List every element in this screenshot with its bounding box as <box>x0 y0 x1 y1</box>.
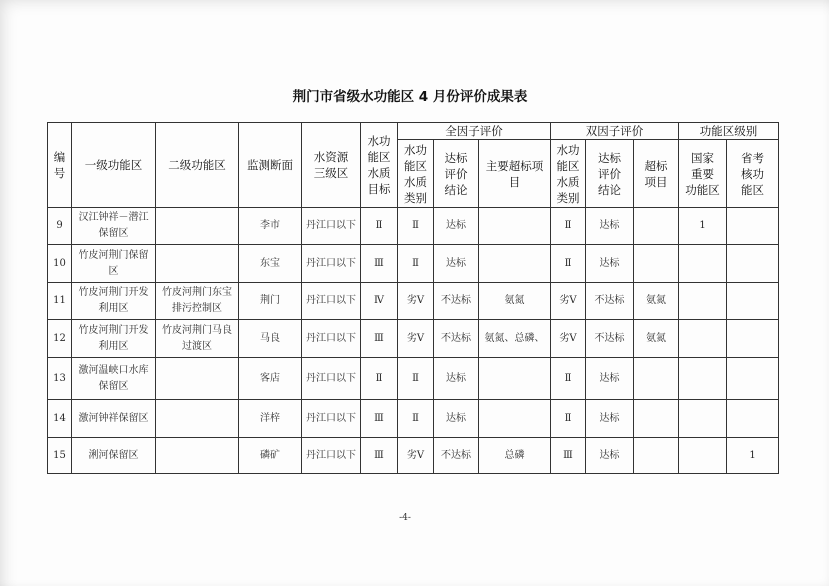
header-line: 能区 <box>404 158 427 173</box>
header-line: 号 <box>53 166 66 180</box>
header-line: 结论 <box>598 182 621 197</box>
cell-target: Ⅱ <box>361 208 398 245</box>
cell-level1: 汉江钟祥－潜江保留区 <box>72 208 156 245</box>
document-title: 荆门市省级水功能区 4 月份评价成果表 <box>292 89 528 105</box>
cell-region: 丹江口以下 <box>302 400 361 438</box>
cell-level2 <box>156 400 239 438</box>
cell-full-exceed: 总磷 <box>479 438 551 474</box>
header-line: 超标 <box>644 158 668 173</box>
cell-provincial <box>727 400 779 438</box>
header-line: 能区 <box>741 182 764 197</box>
cell-target: Ⅳ <box>361 283 398 320</box>
cell-level2 <box>156 208 239 245</box>
cell-id: 9 <box>48 208 72 245</box>
cell-dual-exceed <box>634 245 679 283</box>
header-line: 监测断面 <box>247 158 293 172</box>
cell-national <box>679 245 727 283</box>
page-number: -4- <box>399 513 411 523</box>
header-full-factor-group: 全因子评价 <box>398 123 551 140</box>
table-row <box>48 245 779 283</box>
cell-region: 丹江口以下 <box>302 245 361 283</box>
header-line: 核功 <box>741 166 764 181</box>
cell-national <box>679 400 727 438</box>
table-row <box>48 208 779 245</box>
cell-full-result: 达标 <box>434 400 479 438</box>
header-line: 水功 <box>367 134 391 148</box>
cell-full-class: Ⅱ <box>398 208 434 245</box>
header-line: 省考 <box>741 150 764 165</box>
header-line: 水质 <box>404 174 427 189</box>
header-line: 水质 <box>556 174 580 189</box>
header-line: 重要 <box>691 166 714 181</box>
table-row <box>48 283 779 320</box>
header-zone-level-group: 功能区级别 <box>679 123 779 140</box>
table-header <box>48 123 779 208</box>
cell-target: Ⅲ <box>361 320 398 358</box>
cell-section: 马良 <box>239 320 302 358</box>
cell-dual-result: 不达标 <box>586 283 634 320</box>
cell-provincial <box>727 245 779 283</box>
header-line: 功能区 <box>685 182 720 197</box>
cell-dual-result: 达标 <box>586 358 634 400</box>
header-line: 达标 <box>444 150 468 165</box>
cell-section: 李市 <box>239 208 302 245</box>
cell-dual-class: Ⅲ <box>551 438 586 474</box>
table-row <box>48 358 779 400</box>
header-national-zone <box>679 140 727 208</box>
cell-full-result: 不达标 <box>434 320 479 358</box>
evaluation-table <box>47 122 779 474</box>
cell-full-exceed <box>479 358 551 400</box>
header-line: 类别 <box>556 190 580 205</box>
cell-id: 15 <box>48 438 72 474</box>
cell-national <box>679 283 727 320</box>
cell-level2: 竹皮河荆门马良过渡区 <box>156 320 239 358</box>
header-line: 结论 <box>444 182 468 197</box>
table-row <box>48 400 779 438</box>
cell-target: Ⅲ <box>361 400 398 438</box>
header-line: 编 <box>53 150 66 164</box>
header-line: 主要超标项 <box>485 158 544 173</box>
cell-dual-exceed <box>634 208 679 245</box>
cell-dual-class: Ⅱ <box>551 208 586 245</box>
cell-level1: 浰河保留区 <box>72 438 156 474</box>
table-row <box>48 438 779 474</box>
header-dual-exceed-items <box>634 140 679 208</box>
cell-id: 14 <box>48 400 72 438</box>
cell-dual-exceed <box>634 438 679 474</box>
cell-provincial <box>727 283 779 320</box>
cell-dual-exceed: 氨氮 <box>634 283 679 320</box>
header-line: 国家 <box>691 150 714 165</box>
header-line: 能区 <box>556 158 580 173</box>
cell-section: 东宝 <box>239 245 302 283</box>
header-provincial-zone <box>727 140 779 208</box>
cell-dual-result: 达标 <box>586 245 634 283</box>
cell-national <box>679 320 727 358</box>
header-dual-result <box>586 140 634 208</box>
cell-full-exceed <box>479 245 551 283</box>
cell-dual-result: 达标 <box>586 400 634 438</box>
cell-full-class: Ⅱ <box>398 358 434 400</box>
table-body <box>48 208 779 474</box>
header-water-resource-region <box>302 123 361 208</box>
cell-provincial: 1 <box>727 438 779 474</box>
cell-national <box>679 358 727 400</box>
header-monitoring-section <box>239 123 302 208</box>
cell-full-result: 达标 <box>434 245 479 283</box>
cell-section: 荆门 <box>239 283 302 320</box>
cell-full-class: 劣Ⅴ <box>398 283 434 320</box>
cell-id: 12 <box>48 320 72 358</box>
header-dual-factor-group: 双因子评价 <box>551 123 679 140</box>
cell-id: 10 <box>48 245 72 283</box>
header-line: 目 <box>508 174 521 189</box>
cell-target: Ⅲ <box>361 245 398 283</box>
cell-full-class: 劣Ⅴ <box>398 438 434 474</box>
cell-full-exceed: 氨氮、总磷、 <box>479 320 551 358</box>
header-dual-quality-class <box>551 140 586 208</box>
cell-full-result: 达标 <box>434 358 479 400</box>
header-line: 三级区 <box>313 166 349 180</box>
cell-full-class: Ⅱ <box>398 245 434 283</box>
cell-target: Ⅲ <box>361 438 398 474</box>
cell-id: 11 <box>48 283 72 320</box>
cell-full-exceed <box>479 208 551 245</box>
header-level1-zone <box>72 123 156 208</box>
cell-full-class: Ⅱ <box>398 400 434 438</box>
cell-national: 1 <box>679 208 727 245</box>
cell-dual-exceed <box>634 400 679 438</box>
cell-full-class: 劣Ⅴ <box>398 320 434 358</box>
cell-provincial <box>727 208 779 245</box>
cell-level2: 竹皮河荆门东宝排污控制区 <box>156 283 239 320</box>
cell-section: 客店 <box>239 358 302 400</box>
cell-full-exceed <box>479 400 551 438</box>
cell-target: Ⅱ <box>361 358 398 400</box>
cell-level2 <box>156 245 239 283</box>
cell-dual-class: 劣Ⅴ <box>551 283 586 320</box>
cell-dual-result: 不达标 <box>586 320 634 358</box>
cell-dual-exceed <box>634 358 679 400</box>
cell-level1: 竹皮河荆门开发利用区 <box>72 283 156 320</box>
header-quality-target <box>361 123 398 208</box>
cell-full-exceed: 氨氮 <box>479 283 551 320</box>
header-id <box>48 123 72 208</box>
header-line: 二级功能区 <box>168 158 226 172</box>
header-line: 水质 <box>367 166 391 180</box>
cell-dual-class: 劣Ⅴ <box>551 320 586 358</box>
cell-level1: 竹皮河荆门保留区 <box>72 245 156 283</box>
header-level2-zone <box>156 123 239 208</box>
header-line: 类别 <box>404 190 427 205</box>
cell-region: 丹江口以下 <box>302 358 361 400</box>
table-row <box>48 320 779 358</box>
header-line: 评价 <box>598 166 621 181</box>
header-line: 水功 <box>556 142 580 157</box>
header-line: 能区 <box>367 150 391 164</box>
header-line: 评价 <box>444 166 468 181</box>
cell-full-result: 不达标 <box>434 283 479 320</box>
cell-level1: 竹皮河荆门开发利用区 <box>72 320 156 358</box>
header-line: 水资源 <box>313 150 349 164</box>
header-line: 目标 <box>367 182 391 196</box>
cell-dual-exceed: 氨氮 <box>634 320 679 358</box>
cell-dual-class: Ⅱ <box>551 358 586 400</box>
cell-dual-class: Ⅱ <box>551 400 586 438</box>
header-line: 一级功能区 <box>84 158 143 172</box>
cell-region: 丹江口以下 <box>302 208 361 245</box>
cell-full-result: 不达标 <box>434 438 479 474</box>
cell-region: 丹江口以下 <box>302 283 361 320</box>
cell-dual-result: 达标 <box>586 438 634 474</box>
cell-provincial <box>727 320 779 358</box>
cell-level1: 激河钟祥保留区 <box>72 400 156 438</box>
cell-full-result: 达标 <box>434 208 479 245</box>
cell-dual-result: 达标 <box>586 208 634 245</box>
header-line: 水功 <box>404 142 427 157</box>
cell-region: 丹江口以下 <box>302 320 361 358</box>
cell-level2 <box>156 438 239 474</box>
cell-section: 洋梓 <box>239 400 302 438</box>
cell-level1: 激河温峡口水库保留区 <box>72 358 156 400</box>
cell-level2 <box>156 358 239 400</box>
cell-national <box>679 438 727 474</box>
cell-section: 磷矿 <box>239 438 302 474</box>
header-line: 项目 <box>644 174 668 189</box>
header-full-quality-class <box>398 140 434 208</box>
header-row-groups <box>48 123 779 140</box>
header-full-exceed-items <box>479 140 551 208</box>
cell-id: 13 <box>48 358 72 400</box>
header-line: 达标 <box>598 150 621 165</box>
cell-region: 丹江口以下 <box>302 438 361 474</box>
header-full-result <box>434 140 479 208</box>
cell-provincial <box>727 358 779 400</box>
cell-dual-class: Ⅱ <box>551 245 586 283</box>
